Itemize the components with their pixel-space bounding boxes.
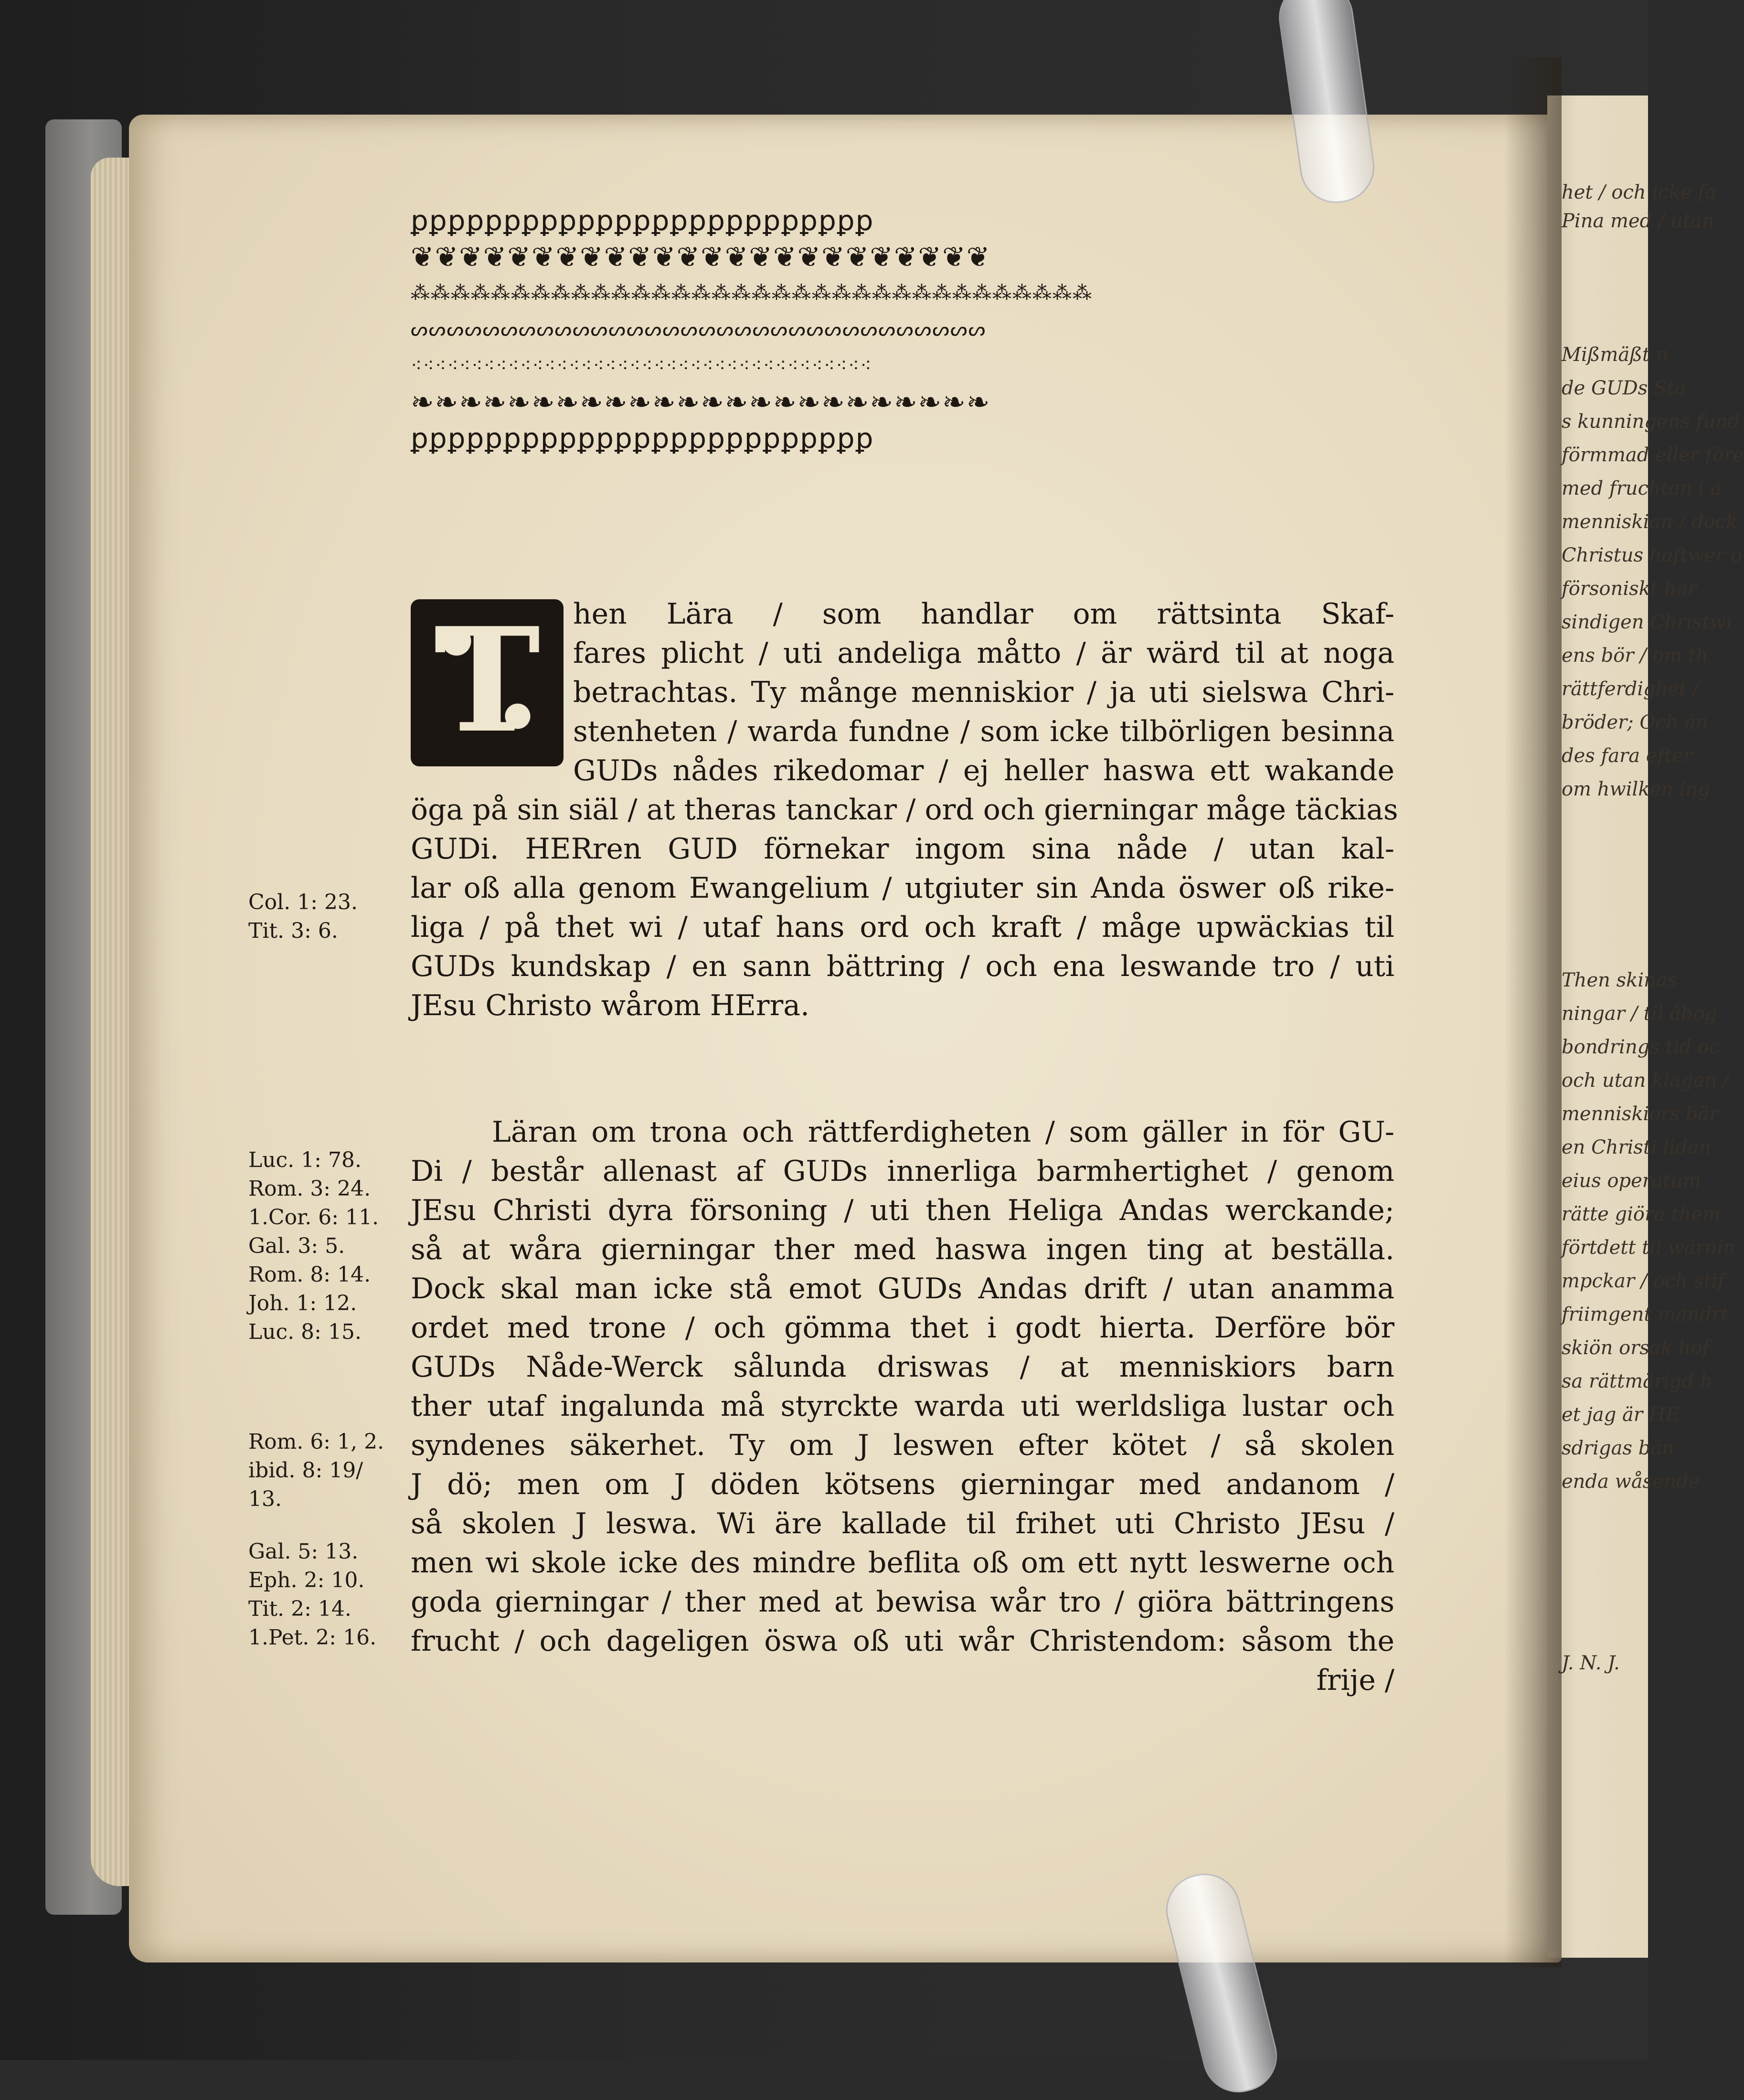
facing-page-text: sa rättmärigd h [1562, 1370, 1712, 1392]
text-line: JEsu Christo wårom HErra. [411, 989, 810, 1022]
facing-page-text: et jag är HE [1562, 1404, 1680, 1426]
margin-reference-3 [248, 1428, 392, 1514]
facing-page-text: ens bör / om th [1562, 645, 1708, 667]
scripture-reference: Col. 1: 23. [248, 890, 358, 914]
text-line: GUDi. HERren GUD förnekar ingom sina nåde / utan kal- [411, 832, 1394, 866]
scripture-reference: Rom. 6: 1, 2. [248, 1430, 384, 1454]
text-line: GUDs Nåde-Werck sålunda driswas / at menniskiors barn [411, 1350, 1394, 1384]
ornament-row: ⁂⁂⁂⁂⁂⁂⁂⁂⁂⁂⁂⁂⁂⁂⁂⁂⁂⁂⁂⁂⁂⁂⁂⁂⁂⁂⁂⁂⁂⁂⁂⁂⁂⁂ [411, 282, 1093, 304]
facing-page-text: en Christi lidan [1562, 1136, 1712, 1158]
facing-page-text: menniskian / dock [1562, 511, 1738, 533]
facing-page-text: sdrigas bän [1562, 1437, 1674, 1459]
text-line: JEsu Christi dyra försoning / uti then Heliga Andas werckande; [411, 1194, 1394, 1227]
scripture-reference: Gal. 3: 5. [248, 1234, 345, 1258]
text-line: så skolen J leswa. Wi äre kallade til frihet uti Christo JEsu / [411, 1507, 1394, 1540]
ornamental-header [411, 205, 1394, 459]
paragraph-2 [411, 1113, 1394, 1700]
scripture-reference: 13. [248, 1487, 282, 1511]
facing-page-text: bondrings tid oc [1562, 1036, 1720, 1058]
ornament-row: ❧❧❧❧❧❧❧❧❧❧❧❧❧❧❧❧❧❧❧❧❧❧❧❧ [411, 386, 991, 418]
paragraph-1 [411, 594, 1398, 1025]
facing-page-text: rätte giöra them [1562, 1203, 1721, 1225]
text-line: syndenes säkerhet. Ty om J leswen efter kötet / så skolen [411, 1429, 1394, 1462]
facing-page-text: enda wåsende [1562, 1471, 1700, 1493]
text-line: Dock skal man icke stå emot GUDs Andas drift / utan anamma [411, 1272, 1394, 1305]
facing-page-text: förmmad eller före [1562, 444, 1744, 466]
scripture-reference: 1.Cor. 6: 11. [248, 1205, 379, 1230]
text-line: liga / på thet wi / utaf hans ord och kraft / måge upwäckias til [411, 911, 1394, 944]
facing-page-text: och utan klagan / [1562, 1070, 1730, 1092]
scripture-reference: Tit. 3: 6. [248, 919, 338, 943]
facing-page-text: Christus haftwer o [1562, 544, 1743, 566]
scripture-reference: Joh. 1: 12. [248, 1291, 357, 1315]
text-line: Di / består allenast af GUDs innerliga barmhertighet / genom [411, 1155, 1394, 1188]
facing-page-text: försoniskt har [1562, 578, 1697, 600]
facing-page-text: Then skinas [1562, 969, 1678, 991]
scripture-reference: Rom. 8: 14. [248, 1262, 371, 1287]
facing-page-text: eius operatum [1562, 1170, 1701, 1192]
catchword: frije / [1316, 1664, 1394, 1697]
facing-page-text: menniskiors bär [1562, 1103, 1719, 1125]
facing-page-text: med fruchtan i a [1562, 477, 1722, 499]
facing-page-text: bröder; Och än [1562, 711, 1708, 733]
facing-page-text: skiön orsak hof [1562, 1337, 1710, 1359]
text-line: stenheten / warda fundne / som icke tilbörligen besinna [573, 715, 1394, 748]
facing-page-text: J. N. J. [1562, 1652, 1620, 1674]
facing-page-text: förtdett til wärnin [1562, 1237, 1736, 1259]
margin-reference-1 [248, 888, 392, 945]
margin-reference-4 [248, 1538, 392, 1652]
text-line: GUDs nådes rikedomar / ej heller haswa ett wakande [573, 754, 1394, 787]
facing-page-text: s kunningens fund [1562, 411, 1740, 433]
text-line: GUDs kundskap / en sann bättring / och ena leswande tro / uti [411, 950, 1394, 983]
decorated-initial: T [411, 599, 564, 766]
facing-page-text: de GUDs Sta [1562, 377, 1686, 399]
text-line: Läran om trona och rättferdigheten / som gäller in för GU- [492, 1115, 1394, 1149]
ornament-row: ᔕᔕᔕᔕᔕᔕᔕᔕᔕᔕᔕᔕᔕᔕᔕᔕᔕᔕᔕᔕᔕᔕᔕᔕᔕᔕᔕᔕᔕᔕᔕᔕ [411, 318, 987, 340]
text-line: betrachtas. Ty månge menniskior / ja uti sielswa Chri- [573, 676, 1394, 709]
scripture-reference: Eph. 2: 10. [248, 1568, 365, 1592]
text-line: ther utaf ingalunda må styrckte warda uti werldsliga lustar och [411, 1389, 1394, 1423]
facing-page-text: friimgent mandrt [1562, 1304, 1729, 1326]
facing-page-text: Pina med / utan [1562, 210, 1714, 232]
text-line: J dö; men om J döden kötsens gierningar med andanom / [411, 1468, 1394, 1501]
ornament-row: ❦❦❦❦❦❦❦❦❦❦❦❦❦❦❦❦❦❦❦❦❦❦❦❦ [411, 241, 991, 273]
margin-reference-2 [248, 1146, 392, 1347]
facing-page-text: om hwilken ing [1562, 778, 1710, 800]
gutter-shadow [1504, 57, 1562, 1967]
scripture-reference: ibid. 8: 19/ [248, 1458, 363, 1483]
text-line: ordet med trone / och gömma thet i godt hierta. Derföre bör [411, 1311, 1394, 1345]
facing-page-text: mpckar / och stif [1562, 1270, 1725, 1292]
scripture-reference: Gal. 5: 13. [248, 1539, 359, 1564]
text-line: frucht / och dageligen öswa oß uti wår Christendom: såsom the [411, 1624, 1394, 1658]
facing-page-text: Mißmäßt n [1562, 344, 1669, 366]
text-line: så at wåra gierningar ther med haswa ingen ting at beställa. [411, 1233, 1394, 1266]
text-line: fares plicht / uti andeliga måtto / är wärd til at noga [573, 636, 1394, 670]
facing-page-text: des fara efter [1562, 745, 1693, 767]
facing-page-text: sindigen Christwi [1562, 611, 1733, 633]
facing-page-fragment [1547, 95, 1744, 1958]
text-line: lar oß alla genom Ewangelium / utgiuter sin Anda öswer oß rike- [411, 871, 1394, 905]
text-line: öga på sin siäl / at theras tanckar / ord och gierningar måge täckias [411, 793, 1398, 827]
text-line: hen Lära / som handlar om rättsinta Skaf- [573, 597, 1394, 631]
facing-page-text: het / och icke fa [1562, 181, 1716, 203]
scripture-reference: 1.Pet. 2: 16. [248, 1625, 377, 1650]
scripture-reference: Luc. 8: 15. [248, 1320, 362, 1344]
scripture-reference: Luc. 1: 78. [248, 1148, 362, 1172]
text-line: goda gierningar / ther med at bewisa wår tro / giöra bättringens [411, 1585, 1394, 1619]
facing-page-text: ningar / til åhog [1562, 1003, 1717, 1025]
text-line: men wi skole icke des mindre beflita oß om ett nytt leswerne och [411, 1546, 1394, 1580]
ornament-row: ꝑꝑꝑꝑꝑꝑꝑꝑꝑꝑꝑꝑꝑꝑꝑꝑꝑꝑꝑꝑꝑꝑꝑꝑꝑ [411, 422, 874, 455]
ornament-row: ⁖⁖⁖⁖⁖⁖⁖⁖⁖⁖⁖⁖⁖⁖⁖⁖⁖⁖⁖⁖⁖⁖⁖⁖⁖⁖⁖⁖⁖⁖⁖⁖⁖⁖⁖⁖⁖⁖ [411, 355, 872, 377]
ornament-row: ꝑꝑꝑꝑꝑꝑꝑꝑꝑꝑꝑꝑꝑꝑꝑꝑꝑꝑꝑꝑꝑꝑꝑꝑꝑ [411, 204, 874, 237]
scripture-reference: Rom. 3: 24. [248, 1177, 371, 1201]
facing-page-text: rättferdighet / [1562, 678, 1700, 700]
scripture-reference: Tit. 2: 14. [248, 1597, 351, 1621]
